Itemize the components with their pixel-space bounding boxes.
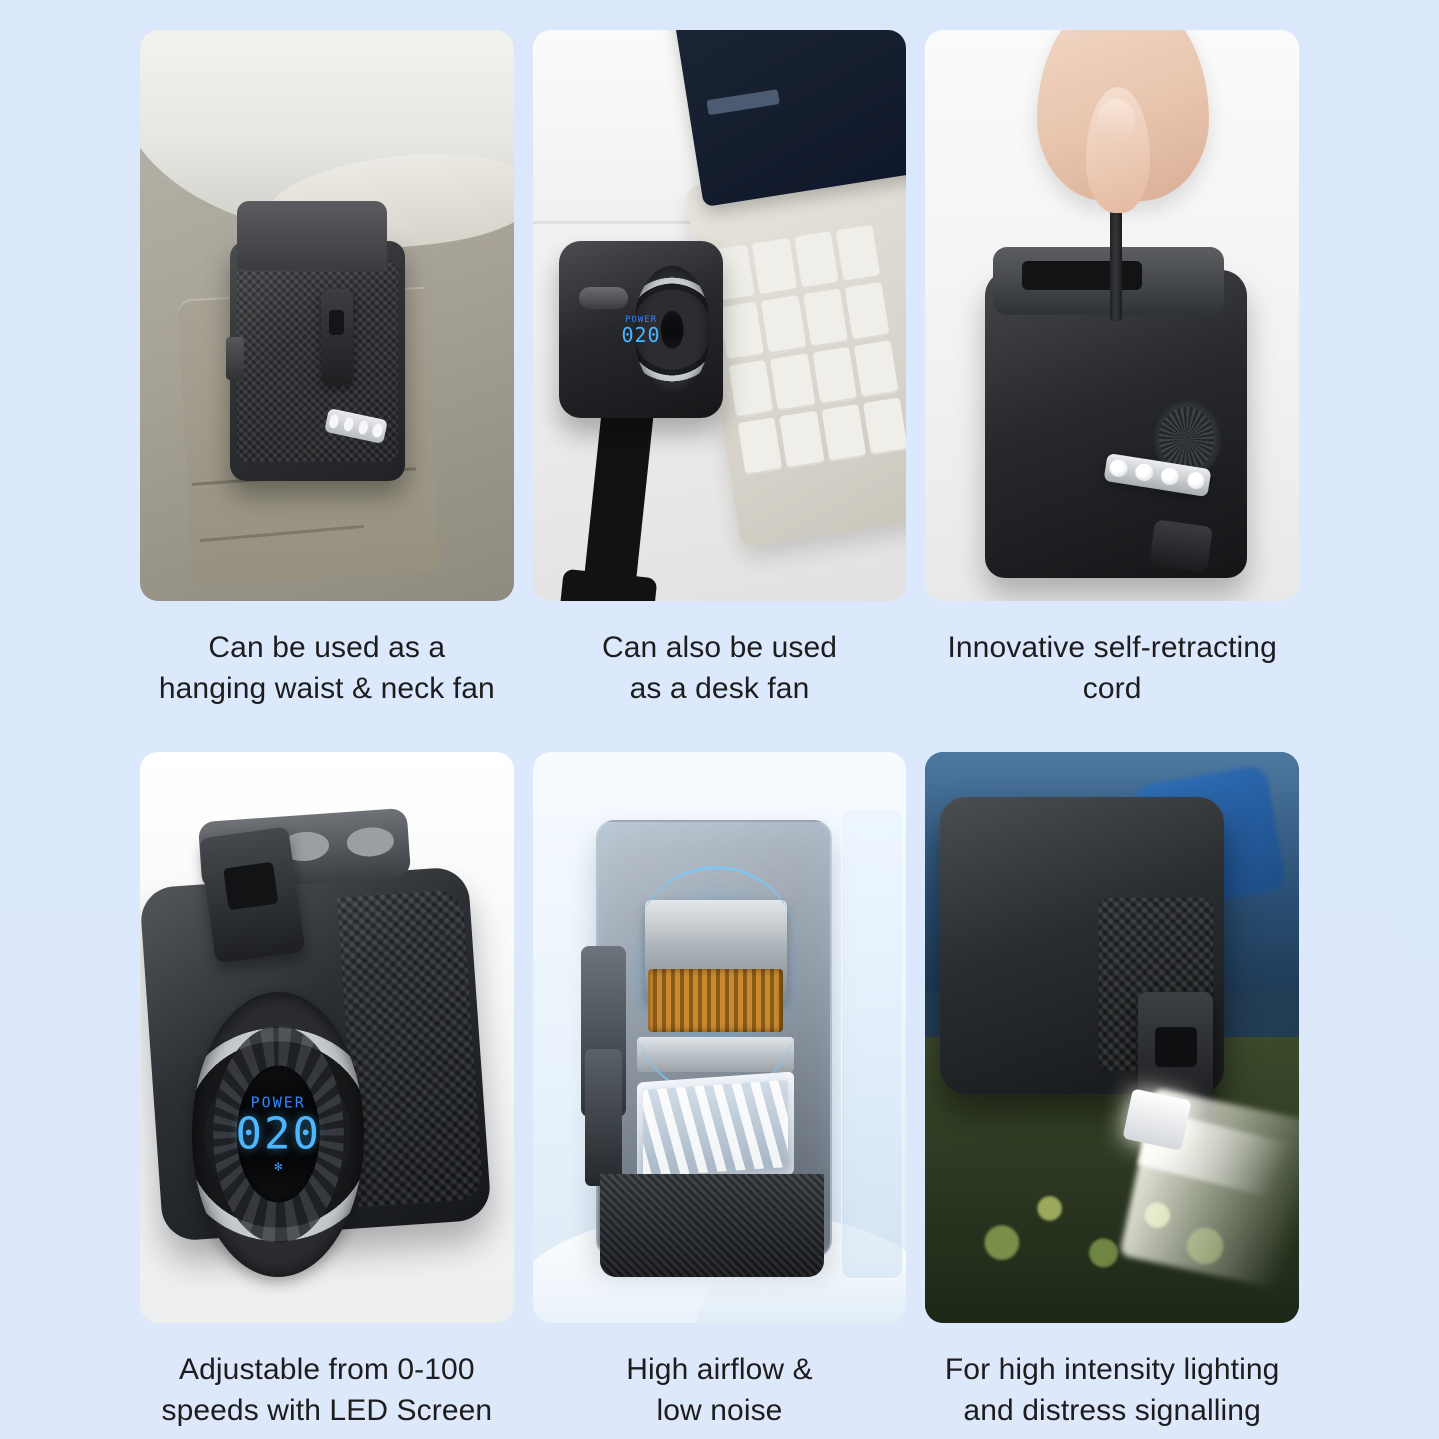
key [738,417,783,476]
key [803,288,848,347]
led-display [608,305,674,355]
cord-slot [1022,261,1142,290]
feature-grid-row-1 [140,30,1299,710]
led-bulb [1160,467,1180,487]
key [761,295,806,354]
led-bulb [1186,471,1206,491]
key [794,231,839,290]
caption-line: and distress signalling [963,1394,1261,1428]
fan-top-control-panel [237,201,386,270]
fan-kickstand [582,405,654,601]
laptop-screen [663,30,906,207]
product-photo-desk-fan [533,30,907,601]
belt-clip [321,289,353,385]
led-bulb [1109,459,1129,479]
key [779,410,824,469]
led-bulb [1135,463,1155,483]
caption-line: Innovative self-retracting [947,631,1277,664]
product-photo-flashlight [925,752,1299,1323]
feature-card-high-intensity-lighting [925,752,1299,1432]
bluetooth-icon: ✻ [274,1159,283,1175]
feature-card-high-airflow [533,752,907,1432]
caption-line: low noise [656,1394,783,1428]
product-photo-retracting-cord [925,30,1299,601]
feature-card-waist-neck-fan [140,30,514,710]
fan-grille-ring [192,992,364,1278]
caption-line: speeds with LED Screen [161,1394,493,1428]
led-display [227,1066,330,1203]
feature-caption [161,1349,492,1432]
caption-line: as a desk fan [629,672,810,706]
grid-row-spacer [140,710,1299,752]
feature-caption [945,1349,1280,1432]
caption-line: Can be used as a [208,631,446,664]
side-glass-panel [841,809,903,1279]
caption-line: cord [1082,672,1142,706]
feature-card-desk-fan [533,30,907,710]
feature-caption [626,1349,812,1432]
key [863,397,906,456]
belt-clip [199,826,305,963]
led-bulb [372,423,384,438]
portable-fan-body [559,241,723,418]
caption-line: Can also be used [601,631,838,664]
display-power-label: POWER [250,1093,306,1112]
feature-card-led-screen [140,752,514,1432]
feature-caption [159,627,495,710]
feature-grid-row-2 [140,752,1299,1432]
fingernail [1097,99,1134,145]
caption-line: Adjustable from 0-100 [179,1352,475,1386]
display-speed-value: 020 [235,1108,321,1160]
feature-caption [947,627,1276,710]
key [719,302,764,361]
product-photo-led-screen [140,752,514,1323]
key [821,404,866,463]
portable-fan-body [230,241,406,481]
key [812,346,857,405]
fan-side-button [226,337,244,380]
key [728,359,773,418]
caption-line: High airflow & [626,1352,813,1386]
kickstand [585,1049,622,1186]
turbine-blades [637,1072,794,1186]
belt-clip [1150,519,1213,573]
led-bulb [328,414,340,429]
laptop-keyboard [710,224,906,475]
light-button [345,825,395,857]
led-bulb [357,420,369,435]
key [770,353,815,412]
feature-card-self-retracting-cord [925,30,1299,710]
feature-caption [602,627,837,710]
key [752,237,797,296]
caption-line: For high intensity lighting [944,1352,1280,1386]
display-power-label: POWER [624,314,658,325]
product-photo-cutaway-motor [533,752,907,1323]
carbon-texture-panel [600,1174,824,1277]
caption-line: hanging waist & neck fan [158,672,495,706]
product-photo-waist-neck-fan [140,30,514,601]
led-bulb [343,417,355,432]
display-speed-value: 020 [621,322,661,347]
